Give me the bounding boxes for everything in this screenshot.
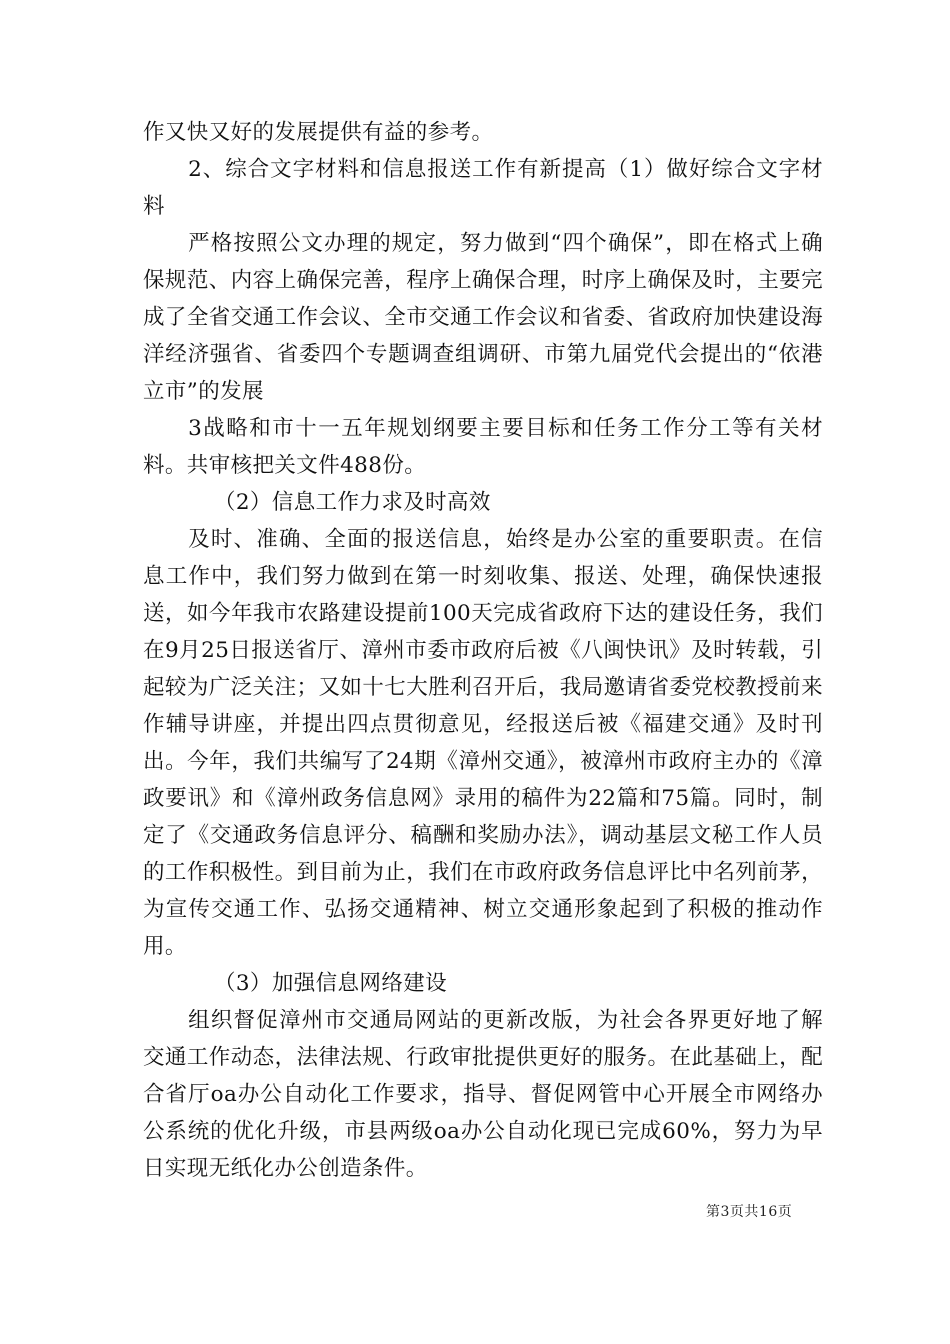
paragraph-4: 3战略和市十一五年规划纲要主要目标和任务工作分工等有关材料。共审核把关文件488份。 bbox=[143, 416, 823, 478]
paragraph-1: 作又快又好的发展提供有益的参考。 bbox=[143, 120, 494, 145]
document-body bbox=[143, 114, 823, 1187]
paragraph-5-heading: （2）信息工作力求及时高效 bbox=[213, 490, 491, 515]
page-number: 第3页共16页 bbox=[706, 1204, 793, 1220]
paragraph-3: 严格按照公文办理的规定，努力做到“四个确保”，即在格式上确保规范、内容上确保完善，程序上确保合理，时序上确保及时，主要完成了全省交通工作会议、全市交通工作会议和省委、省政府加快建设海洋经济强省、省委四个专题调查组调研、市第九届党代会提出的“依港立市”的发展 bbox=[143, 231, 823, 404]
paragraph-8: 组织督促漳州市交通局网站的更新改版，为社会各界更好地了解交通工作动态，法律法规、行政审批提供更好的服务。在此基础上，配合省厅oa办公自动化工作要求，指导、督促网管中心开展全市网络办公系统的优化升级，市县两级oa办公自动化现已完成60%，努力为早日实现无纸化办公创造条件。 bbox=[143, 1008, 823, 1181]
paragraph-6: 及时、准确、全面的报送信息，始终是办公室的重要职责。在信息工作中，我们努力做到在第一时刻收集、报送、处理，确保快速报送，如今年我市农路建设提前100天完成省政府下达的建设任务，我们在9月25日报送省厅、漳州市委市政府后被《八闽快讯》及时转载，引起较为广泛关注；又如十七大胜利召开后，我局邀请省委党校教授前来作辅导讲座，并提出四点贯彻意见，经报送后被《福建交通》及时刊出。今年，我们共编写了24期《漳州交通》，被漳州市政府主办的《漳政要讯》和《漳州政务信息网》录用的稿件为22篇和75篇。同时，制定了《交通政务信息评分、稿酬和奖励办法》，调动基层文秘工作人员的工作积极性。到目前为止，我们在市政府政务信息评比中名列前茅，为宣传交通工作、弘扬交通精神、树立交通形象起到了积极的推动作用。 bbox=[143, 527, 823, 959]
paragraph-7-heading: （3）加强信息网络建设 bbox=[213, 971, 448, 996]
paragraph-2: 2、综合文字材料和信息报送工作有新提高（1）做好综合文字材料 bbox=[143, 157, 823, 219]
